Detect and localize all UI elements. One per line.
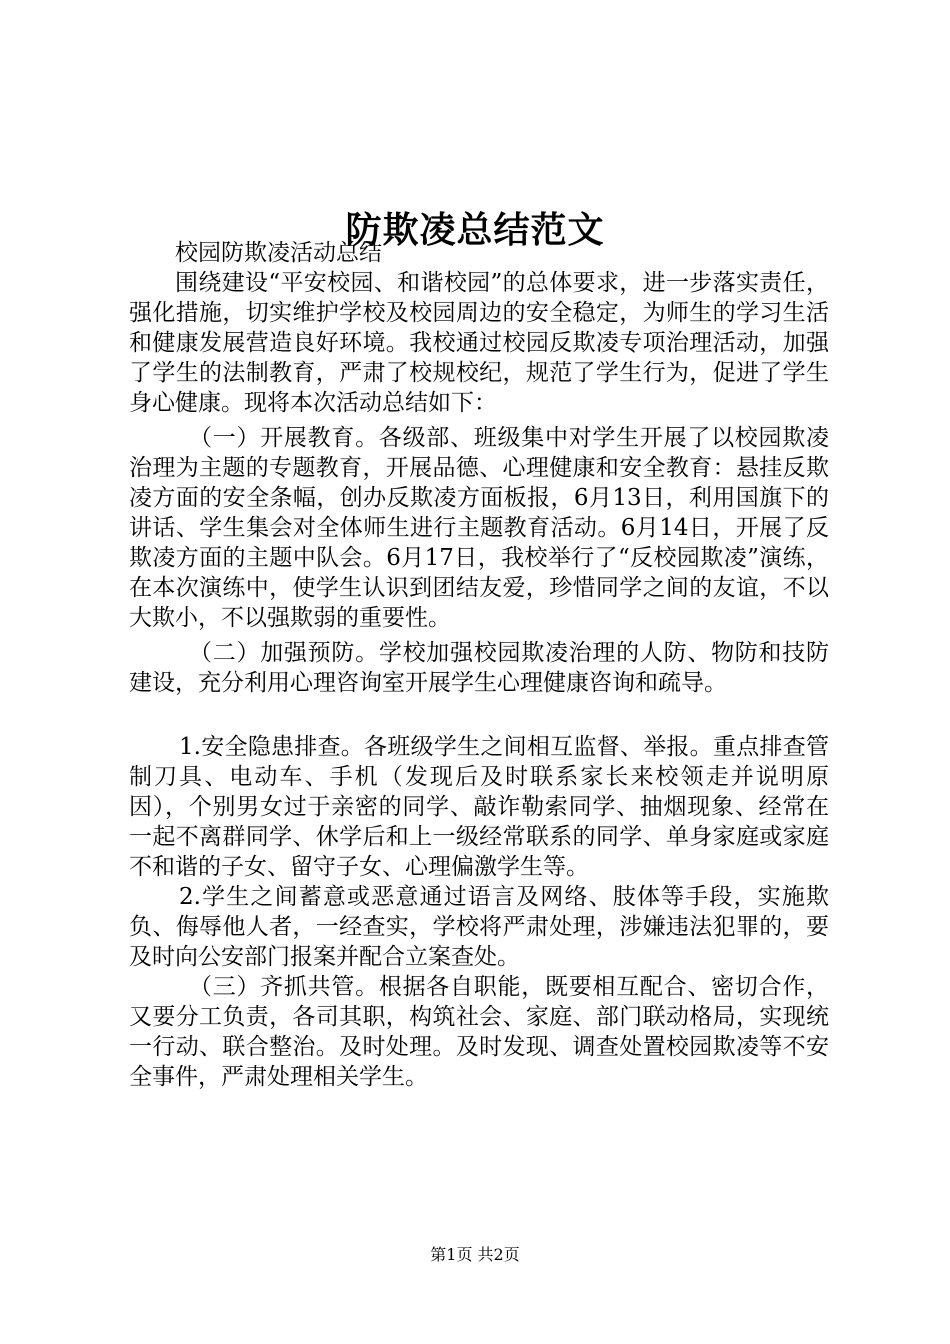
paragraph-intro: 围绕建设“平安校园、和谐校园”的总体要求，进一步落实责任，强化措施，切实维护学校及校园周边的安全稳定，为师生的学习生活和健康发展营造良好环境。我校通过校园反欺凌专项治理活动，加强了学生的法制教育，严肃了校规校纪，规范了学生行为，促进了学生身心健康。现将本次活动总结如下： bbox=[129, 270, 829, 416]
page-footer: 第1页 共2页 bbox=[430, 1245, 520, 1264]
paragraph-section-1: （一）开展教育。各级部、班级集中对学生开展了以校园欺凌治理为主题的专题教育，开展品德、心理健康和安全教育：悬挂反欺凌方面的安全条幅，创办反欺凌方面板报，6月13日，利用国旗下的讲话、学生集会对全体师生进行主题教育活动。6月14日，开展了反欺凌方面的主题中队会。6月17日，我校举行了“反校园欺凌”演练，在本次演练中，使学生认识到团结友爱，珍惜同学之间的友谊，不以大欺小，不以强欺弱的重要性。 bbox=[129, 425, 829, 631]
paragraph-section-3: （三）齐抓共管。根据各自职能，既要相互配合、密切合作，又要分工负责，各司其职，构筑社会、家庭、部门联动格局，实现统一行动、联合整治。及时处理。及时发现、调查处置校园欺凌等不安全事件，严肃处理相关学生。 bbox=[129, 974, 829, 1090]
document-title: 防欺凌总结范文 bbox=[345, 209, 605, 252]
document-body bbox=[129, 238, 829, 1092]
paragraph-item-2: 2.学生之间蓄意或恶意通过语言及网络、肢体等手段，实施欺负、侮辱他人者，一经查实，学校将严肃处理，涉嫌违法犯罪的，要及时向公安部门报案并配合立案查处。 bbox=[129, 884, 829, 970]
subtitle: 校园防欺凌活动总结 bbox=[175, 240, 382, 266]
paragraph-section-2: （二）加强预防。学校加强校园欺凌治理的人防、物防和技防建设，充分利用心理咨询室开展学生心理健康咨询和疏导。 bbox=[129, 640, 829, 696]
paragraph-item-1: 1.安全隐患排查。各班级学生之间相互监督、举报。重点排查管制刀具、电动车、手机（发现后及时联系家长来校领走并说明原因），个别男女过于亲密的同学、敲诈勒索同学、抽烟现象、经常在一起不离群同学、休学后和上一级经常联系的同学、单身家庭或家庭不和谐的子女、留守子女、心理偏激学生等。 bbox=[129, 734, 829, 880]
